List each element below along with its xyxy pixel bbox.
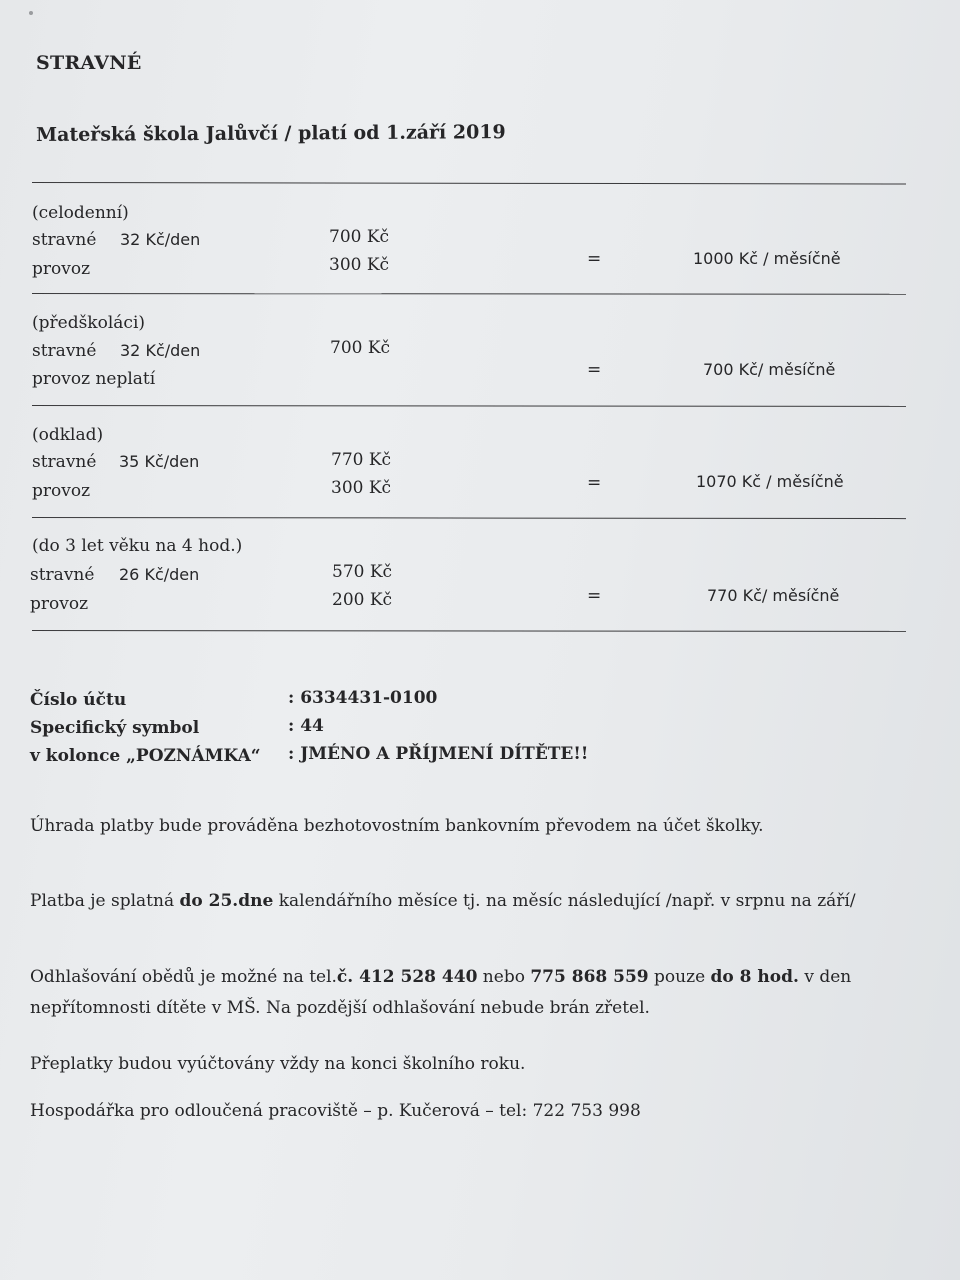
operation-amount: 300 Kč: [331, 478, 392, 498]
contact-note: Hospodářka pro odloučená pracoviště – p. Kučerová – tel: 722 753 998: [30, 1101, 641, 1121]
monthly-total: 700 Kč/ měsíčně: [703, 360, 836, 379]
divider-rule: [32, 182, 906, 185]
operation-amount: 200 Kč: [332, 590, 393, 610]
due-deadline: do 25.dne: [179, 891, 274, 911]
operation-amount: 300 Kč: [329, 255, 390, 275]
operation-label: provoz: [32, 259, 91, 279]
operation-label: provoz: [30, 594, 89, 614]
due-date-note: [30, 891, 856, 911]
transfer-note: Úhrada platby bude prováděna bezhotovostním bankovním převodem na účet školky.: [30, 816, 764, 836]
group-category: (odklad): [32, 425, 104, 445]
cancellation-note: [30, 967, 851, 987]
monthly-total: 770 Kč/ měsíčně: [707, 586, 840, 605]
cancel-text: pouze: [648, 967, 711, 987]
meal-label: stravné: [30, 565, 95, 585]
meal-amount: 570 Kč: [332, 562, 393, 582]
paper-speck: [29, 11, 33, 15]
meal-rate: 35 Kč/den: [119, 452, 200, 471]
group-category: (do 3 let věku na 4 hod.): [32, 536, 243, 556]
meal-amount: 700 Kč: [330, 338, 391, 358]
account-value: : 6334431-0100: [288, 688, 438, 708]
meal-amount: 700 Kč: [329, 227, 390, 247]
divider-rule: [32, 293, 906, 295]
equals-sign: =: [587, 249, 602, 269]
meal-rate: 26 Kč/den: [119, 565, 200, 584]
due-text: kalendářního měsíce tj. na měsíc následující /např. v srpnu na září/: [273, 891, 856, 911]
monthly-total: 1070 Kč / měsíčně: [696, 472, 844, 491]
meal-rate: 32 Kč/den: [120, 341, 201, 360]
equals-sign: =: [587, 586, 602, 606]
meal-label: stravné: [32, 341, 97, 361]
note-label: v kolonce „POZNÁMKA“: [30, 746, 261, 766]
meal-label: stravné: [32, 452, 97, 472]
equals-sign: =: [587, 360, 602, 380]
meal-amount: 770 Kč: [331, 450, 392, 470]
divider-rule: [32, 405, 906, 407]
divider-rule: [32, 630, 906, 632]
equals-sign: =: [587, 473, 602, 493]
cancel-deadline: do 8 hod.: [710, 967, 799, 987]
operation-label: provoz: [32, 481, 91, 501]
account-label: Číslo účtu: [30, 690, 127, 710]
phone-number-1: č. 412 528 440: [336, 967, 478, 987]
monthly-total: 1000 Kč / měsíčně: [693, 249, 841, 268]
meal-label: stravné: [32, 230, 97, 250]
group-category: (předškoláci): [32, 313, 146, 333]
symbol-value: : 44: [288, 716, 324, 736]
meal-rate: 32 Kč/den: [120, 230, 201, 249]
group-category: (celodenní): [32, 203, 129, 223]
overpayment-note: Přeplatky budou vyúčtovány vždy na konci školního roku.: [30, 1054, 526, 1074]
phone-number-2: 775 868 559: [530, 967, 649, 987]
due-text: Platba je splatná: [30, 891, 180, 911]
cancel-text: Odhlašování obědů je možné na tel.: [30, 967, 337, 987]
cancel-text: nebo: [477, 967, 531, 987]
symbol-label: Specifický symbol: [30, 718, 200, 738]
divider-rule: [32, 517, 906, 519]
page-subtitle: Mateřská škola Jalůvčí / platí od 1.září 2019: [36, 121, 506, 146]
note-value: : JMÉNO A PŘÍJMENÍ DÍTĚTE!!: [288, 744, 589, 764]
page-title: STRAVNÉ: [36, 52, 142, 74]
operation-label: provoz neplatí: [32, 369, 156, 389]
cancel-text: v den: [798, 967, 852, 987]
cancellation-note-line2: nepřítomnosti dítěte v MŠ. Na pozdější odhlašování nebude brán zřetel.: [30, 998, 650, 1018]
